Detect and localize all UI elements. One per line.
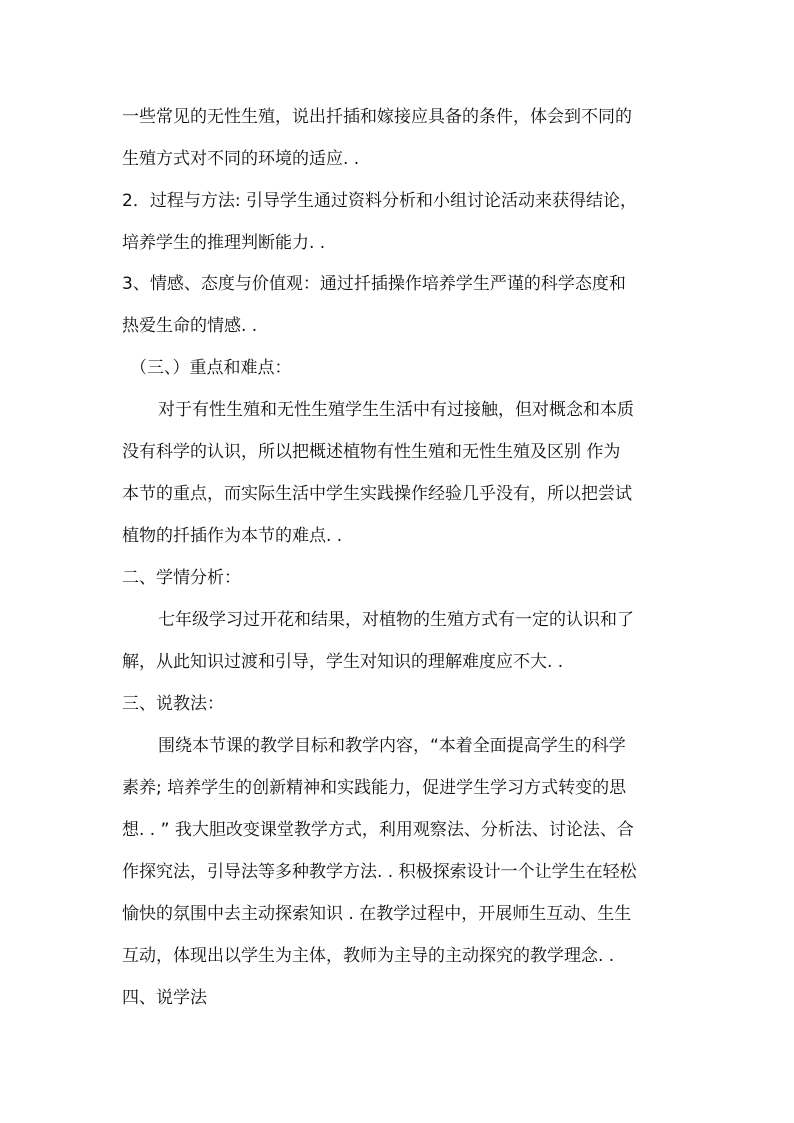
text-line-1: 一些常见的无性生殖，说出扦插和嫁接应具备的条件，体会到不同的 — [122, 107, 632, 127]
text-line-18: 想. . ” 我大胆改变课堂教学方式，利用观察法、分析法、讨论法、合 — [122, 820, 634, 840]
text-line-17: 素养; 培养学生的创新精神和实践能力，促进学生学习方式转变的思 — [122, 778, 627, 798]
text-line-2: 生殖方式对不同的环境的适应. . — [122, 149, 360, 169]
section-heading-learning-method: 四、说学法 — [122, 988, 207, 1008]
text-line-8: 对于有性生殖和无性生殖学生生活中有过接触，但对概念和本质 — [158, 400, 634, 420]
text-line-4: 培养学生的推理判断能力. . — [122, 233, 326, 253]
text-line-20: 愉快的氛围中去主动探索知识 . 在教学过程中，开展师生互动、生生 — [122, 904, 632, 924]
text-line-6: 热爱生命的情感. . — [122, 316, 258, 336]
text-line-11: 植物的扦插作为本节的难点. . — [122, 526, 343, 546]
text-line-14: 解，从此知识过渡和引导，学生对知识的理解难度应不大. . — [122, 652, 564, 672]
text-line-10: 本节的重点，而实际生活中学生实践操作经验几乎没有，所以把尝试 — [122, 484, 632, 504]
section-heading-student-analysis: 二、学情分析： — [122, 568, 241, 588]
text-line-13: 七年级学习过开花和结果，对植物的生殖方式有一定的认识和了 — [158, 610, 634, 630]
text-line-9: 没有科学的认识，所以把概述植物有性生殖和无性生殖及区别 作为 — [122, 442, 621, 462]
section-heading-key-points: （三、）重点和难点： — [130, 358, 292, 378]
text-line-19: 作探究法，引导法等多种教学方法. . 积极探索设计一个让学生在轻松 — [122, 862, 637, 882]
text-line-5: 3、情感、态度与价值观：通过扦插操作培养学生严谨的科学态度和 — [122, 274, 626, 294]
text-line-16: 围绕本节课的教学目标和教学内容，“本着全面提高学生的科学 — [158, 736, 626, 756]
text-line-21: 互动，体现出以学生为主体，教师为主导的主动探究的教学理念. . — [122, 946, 615, 966]
text-line-3: 2．过程与方法: 引导学生通过资料分析和小组讨论活动来获得结论， — [122, 191, 637, 211]
section-heading-teaching-method: 三、说教法： — [122, 694, 224, 714]
